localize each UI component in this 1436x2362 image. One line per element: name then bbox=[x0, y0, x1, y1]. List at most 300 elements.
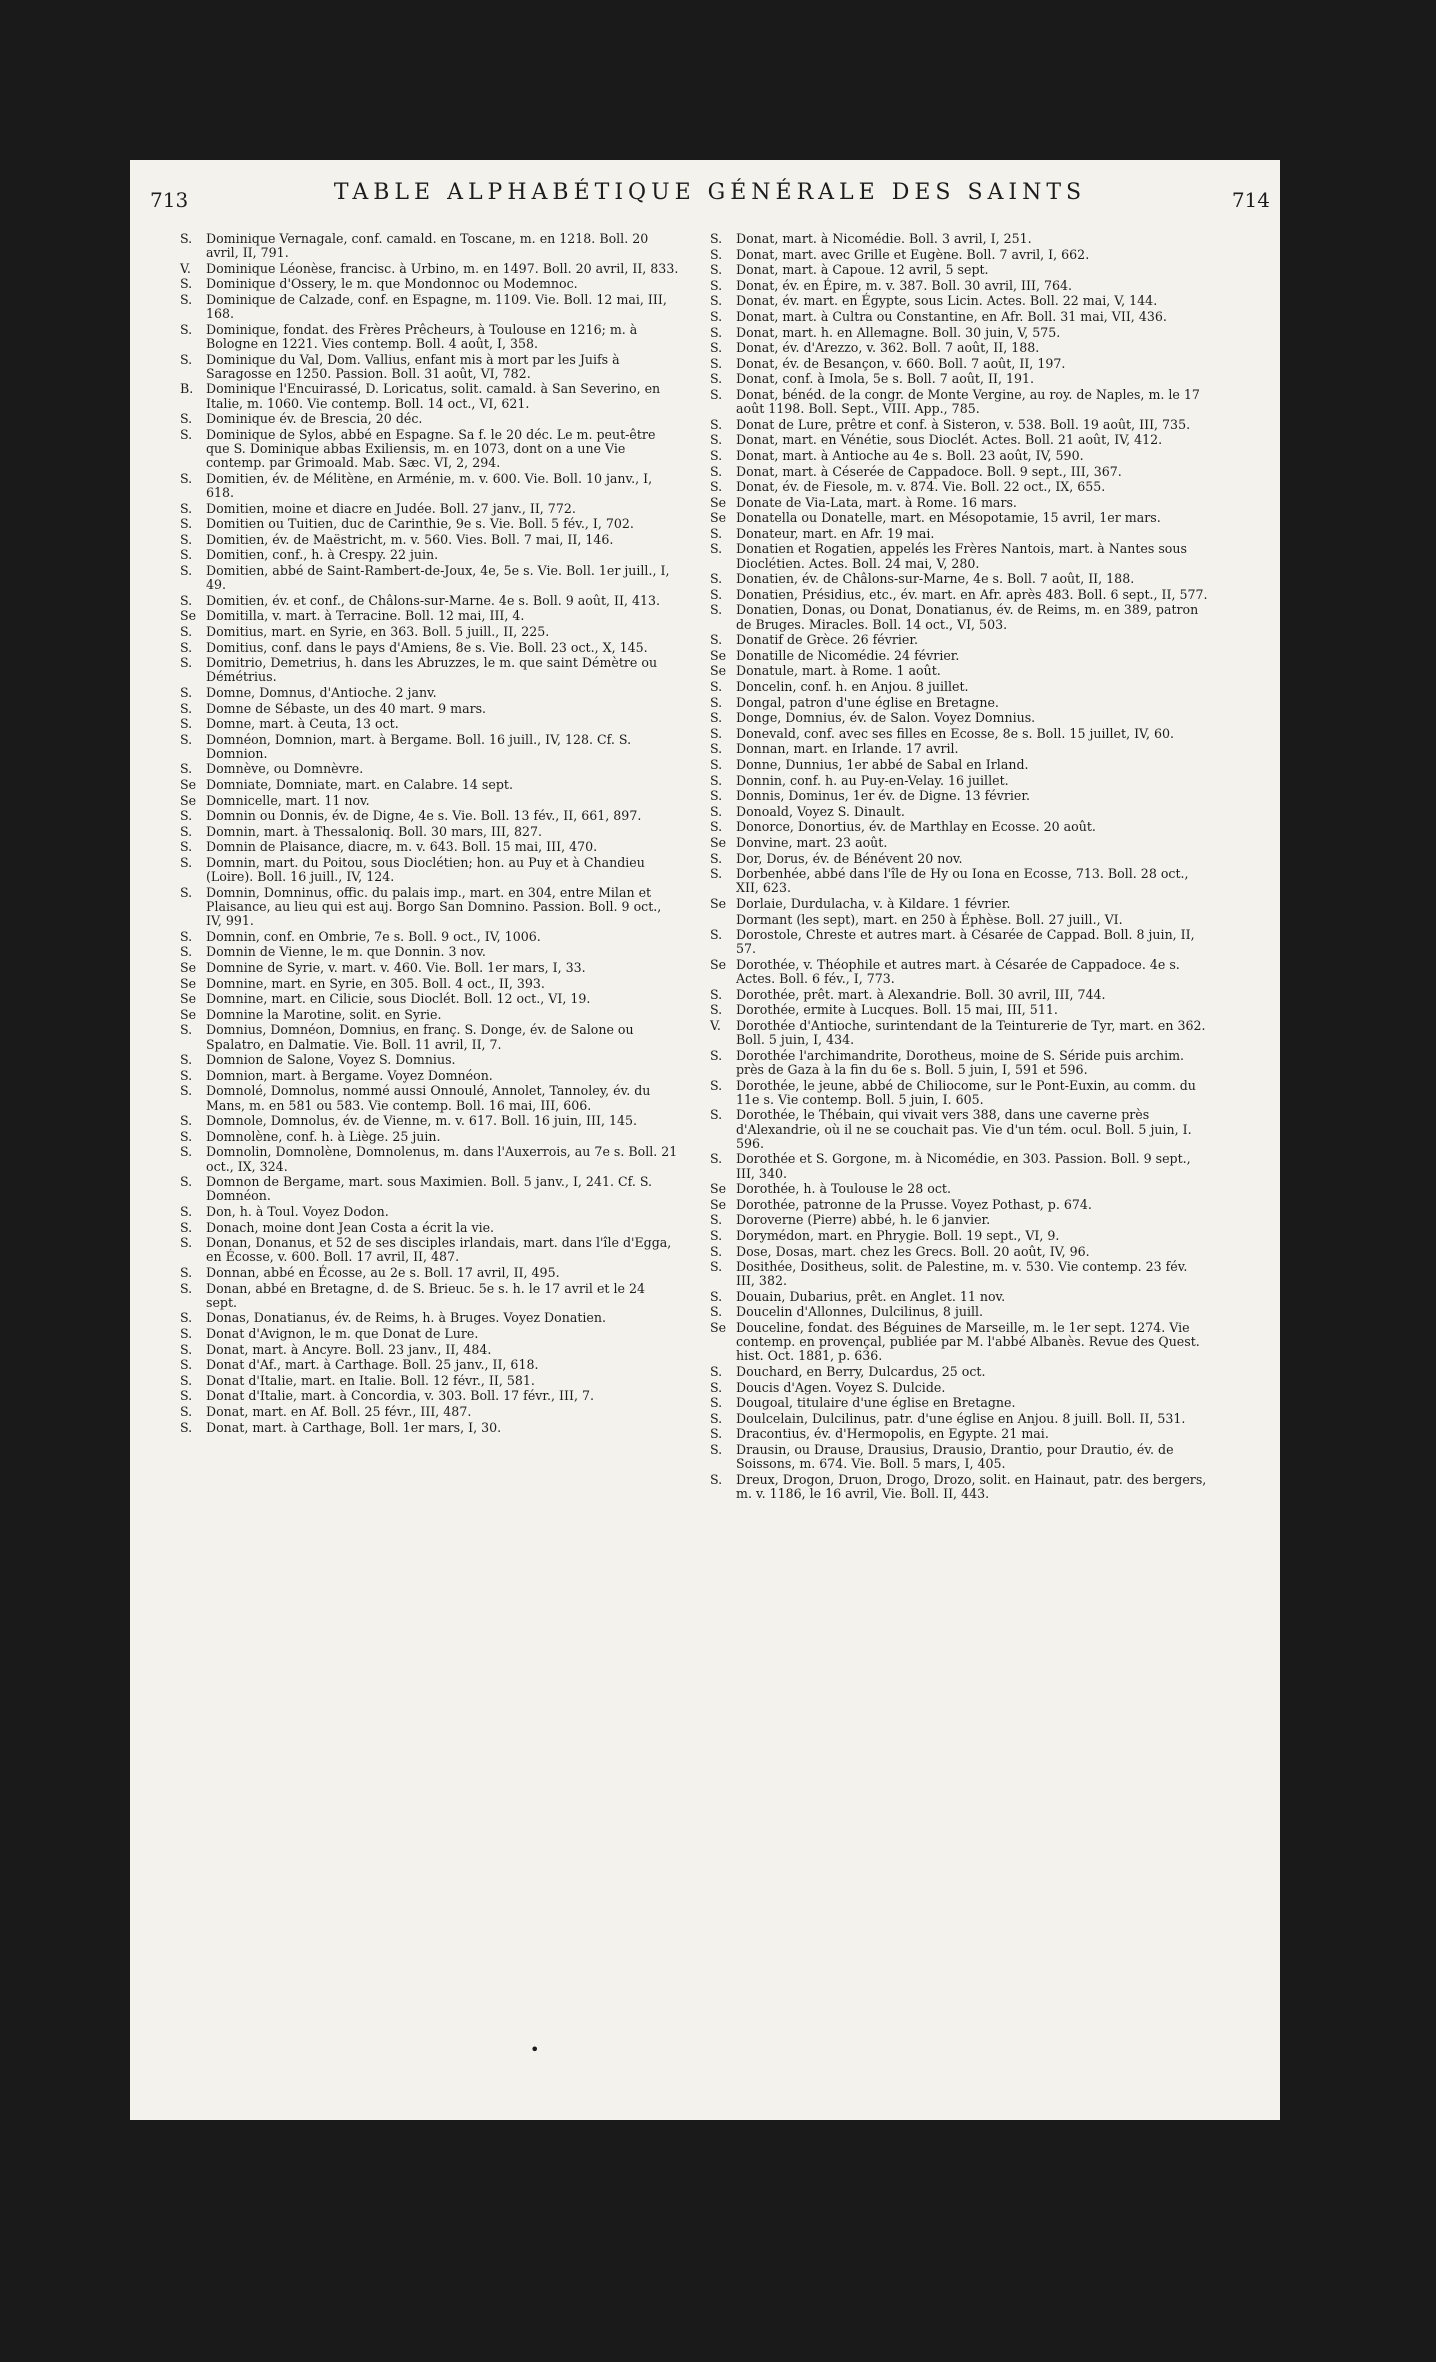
entry-text: Domitien, conf., h. à Crespy. 22 juin. bbox=[206, 547, 439, 563]
entry-status: S. bbox=[710, 803, 723, 819]
entry-text: Donvine, mart. 23 août. bbox=[736, 834, 888, 850]
entry-status: S. bbox=[180, 500, 193, 516]
entry-text: Domnin, Domninus, offic. du palais imp., mart. en 304, entre Milan et Plaisance, au lieu qui est auj. Borgo San Domnino. Passion. Boll. 9 oct., IV, 991. bbox=[206, 884, 662, 929]
index-entry bbox=[710, 326, 1210, 340]
index-entry bbox=[180, 1405, 680, 1419]
index-entry bbox=[710, 511, 1210, 525]
entry-text: Donatien, Présidius, etc., év. mart. en Afr. après 483. Boll. 6 sept., II, 577. bbox=[736, 586, 1208, 602]
entry-status: S. bbox=[180, 547, 193, 563]
entry-status: S. bbox=[180, 731, 193, 747]
entry-text: Donat d'Italie, mart. à Concordia, v. 303. Boll. 17 févr., III, 7. bbox=[206, 1388, 595, 1404]
index-entry bbox=[180, 778, 680, 792]
index-entry bbox=[710, 480, 1210, 494]
entry-status: S. bbox=[710, 1227, 723, 1243]
entry-text: Donat d'Italie, mart. en Italie. Boll. 12 févr., II, 581. bbox=[206, 1372, 535, 1388]
entry-text: Donorce, Donortius, év. de Marthlay en Ecosse. 20 août. bbox=[736, 819, 1096, 835]
entry-status: S. bbox=[710, 1379, 723, 1395]
entry-text: Domitius, mart. en Syrie, en 363. Boll. 5 juill., II, 225. bbox=[206, 623, 550, 639]
index-entry bbox=[710, 852, 1210, 866]
entry-status: S. bbox=[180, 1310, 193, 1326]
entry-text: Domitien, moine et diacre en Judée. Boll. 27 janv., II, 772. bbox=[206, 500, 576, 516]
entry-text: Domitrio, Demetrius, h. dans les Abruzzes, le m. que saint Démètre ou Démétrius. bbox=[206, 655, 658, 685]
entry-text: Donat, év. d'Arezzo, v. 362. Boll. 7 août, II, 188. bbox=[736, 340, 1040, 356]
entry-text: Domnicelle, mart. 11 nov. bbox=[206, 792, 370, 808]
index-entry bbox=[180, 1069, 680, 1083]
index-entry bbox=[180, 840, 680, 854]
entry-text: Donne, Dunnius, 1er abbé de Sabal en Irland. bbox=[736, 757, 1029, 773]
entry-status: S. bbox=[710, 1395, 723, 1411]
entry-text: Domniate, Domniate, mart. en Calabre. 14 sept. bbox=[206, 777, 513, 793]
index-entry bbox=[710, 603, 1210, 631]
entry-status: S. bbox=[180, 884, 193, 900]
entry-status: S. bbox=[710, 1077, 723, 1093]
page-title: TABLE ALPHABÉTIQUE GÉNÉRALE DES SAINTS bbox=[333, 180, 1087, 205]
index-entry bbox=[710, 1427, 1210, 1441]
index-entry bbox=[180, 1327, 680, 1341]
entry-status: S. bbox=[710, 541, 723, 557]
index-entry bbox=[710, 496, 1210, 510]
entry-status: Se bbox=[180, 777, 197, 793]
index-entry bbox=[710, 418, 1210, 432]
entry-text: Donat, mart. en Af. Boll. 25 févr., III, 487. bbox=[206, 1403, 472, 1419]
entry-text: Donas, Donatianus, év. de Reims, h. à Bruges. Voyez Donatien. bbox=[206, 1310, 607, 1326]
index-entry bbox=[180, 1145, 680, 1173]
entry-status: S. bbox=[710, 679, 723, 695]
index-entry bbox=[180, 1282, 680, 1310]
entry-status: S. bbox=[180, 823, 193, 839]
index-entry bbox=[180, 232, 680, 260]
entry-status: S. bbox=[180, 1357, 193, 1373]
entry-text: Domnolène, conf. h. à Liège. 25 juin. bbox=[206, 1128, 441, 1144]
entry-text: Donge, Domnius, év. de Salon. Voyez Domnius. bbox=[736, 710, 1036, 726]
entry-status: S. bbox=[710, 1364, 723, 1380]
entry-status: S. bbox=[710, 1471, 723, 1487]
entry-text: Domnius, Domnéon, Domnius, en franç. S. Donge, év. de Salone ou Spalatro, en Dalmatie. Vie. Boll. 11 avril, II, 7. bbox=[206, 1022, 634, 1052]
index-entry bbox=[710, 449, 1210, 463]
entry-text: Dominique l'Encuirassé, D. Loricatus, solit. camald. à San Severino, en Italie, m. 1060. Vie contemp. Boll. 14 oct., VI, 621. bbox=[206, 381, 661, 411]
index-entry bbox=[180, 353, 680, 381]
entry-status: Se bbox=[710, 895, 727, 911]
index-entry bbox=[180, 625, 680, 639]
index-entry bbox=[180, 856, 680, 884]
index-entry bbox=[180, 472, 680, 500]
entry-status: S. bbox=[180, 321, 193, 337]
entry-status: S. bbox=[180, 944, 193, 960]
entry-status: S. bbox=[710, 788, 723, 804]
index-entry bbox=[710, 680, 1210, 694]
entry-text: Donevald, conf. avec ses filles en Ecosse, 8e s. Boll. 15 juillet, IV, 60. bbox=[736, 725, 1174, 741]
entry-text: Donat, mart. en Vénétie, sous Dioclét. Actes. Boll. 21 août, IV, 412. bbox=[736, 432, 1163, 448]
index-entry bbox=[180, 886, 680, 929]
index-entry bbox=[710, 1019, 1210, 1047]
index-entry bbox=[180, 1343, 680, 1357]
entry-text: Donatille de Nicomédie. 24 février. bbox=[736, 647, 960, 663]
index-entry bbox=[710, 572, 1210, 586]
index-entry bbox=[710, 958, 1210, 986]
index-entry bbox=[710, 1079, 1210, 1107]
index-entry bbox=[710, 1443, 1210, 1471]
index-entry bbox=[180, 428, 680, 471]
index-entry bbox=[180, 533, 680, 547]
index-entry bbox=[710, 758, 1210, 772]
entry-status: S. bbox=[710, 1212, 723, 1228]
entry-text: Donat, mart. à Ancyre. Boll. 23 janv., II, 484. bbox=[206, 1341, 492, 1357]
entry-text: Don, h. à Toul. Voyez Dodon. bbox=[206, 1203, 389, 1219]
entry-text: Donat, év. en Épire, m. v. 387. Boll. 30 avril, III, 764. bbox=[736, 277, 1072, 293]
entry-status: S. bbox=[180, 426, 193, 442]
entry-text: Dougoal, titulaire d'une église en Bretagne. bbox=[736, 1395, 1016, 1411]
index-entry bbox=[710, 988, 1210, 1002]
entry-status: S. bbox=[180, 839, 193, 855]
entry-status bbox=[710, 913, 736, 927]
entry-text: Donat, év. mart. en Égypte, sous Licin. Actes. Boll. 22 mai, V, 144. bbox=[736, 293, 1158, 309]
entry-text: Domnin, conf. en Ombrie, 7e s. Boll. 9 oct., IV, 1006. bbox=[206, 928, 541, 944]
entry-text: Doucelin d'Allonnes, Dulcilinus, 8 juill. bbox=[736, 1304, 984, 1320]
entry-status: S. bbox=[710, 694, 723, 710]
entry-status: S. bbox=[180, 592, 193, 608]
entry-text: Dormant (les sept), mart. en 250 à Éphèse. Boll. 27 juill., VI. bbox=[736, 911, 1123, 927]
entry-status: S. bbox=[180, 1219, 193, 1235]
index-entry bbox=[710, 1321, 1210, 1364]
index-entry bbox=[180, 825, 680, 839]
entry-text: Domnine la Marotine, solit. en Syrie. bbox=[206, 1006, 442, 1022]
index-entry bbox=[710, 1229, 1210, 1243]
entry-status: S. bbox=[180, 808, 193, 824]
index-entry bbox=[710, 372, 1210, 386]
entry-status: S. bbox=[710, 725, 723, 741]
entry-text: Domitilla, v. mart. à Terracine. Boll. 12 mai, III, 4. bbox=[206, 608, 525, 624]
entry-status: S. bbox=[710, 277, 723, 293]
index-entry bbox=[180, 277, 680, 291]
entry-text: Donat, mart. à Capoue. 12 avril, 5 sept. bbox=[736, 262, 989, 278]
entry-status: S. bbox=[710, 371, 723, 387]
entry-text: Domne, mart. à Ceuta, 13 oct. bbox=[206, 716, 399, 732]
entry-status: S. bbox=[710, 1426, 723, 1442]
entry-status: S. bbox=[180, 1264, 193, 1280]
entry-text: Dorothée l'archimandrite, Dorotheus, moine de S. Séride puis archim. près de Gaza à la fin du 6e s. Boll. 5 juin, I, 591 et 596. bbox=[736, 1047, 1185, 1077]
entry-text: Domnine de Syrie, v. mart. v. 460. Vie. Boll. 1er mars, I, 33. bbox=[206, 960, 586, 976]
entry-status: S. bbox=[710, 231, 723, 246]
entry-text: Donnan, abbé en Écosse, au 2e s. Boll. 17 avril, II, 495. bbox=[206, 1264, 560, 1280]
entry-status: S. bbox=[710, 1151, 723, 1167]
entry-text: Donan, abbé en Bretagne, d. de S. Brieuc. 5e s. h. le 17 avril et le 24 sept. bbox=[206, 1280, 645, 1310]
entry-text: Dominique Vernagale, conf. camald. en Toscane, m. en 1218. Boll. 20 avril, II, 791. bbox=[206, 231, 649, 261]
entry-text: Dorymédon, mart. en Phrygie. Boll. 19 sept., VI, 9. bbox=[736, 1227, 1060, 1243]
entry-text: Donat, mart. à Nicomédie. Boll. 3 avril, I, 251. bbox=[736, 231, 1032, 246]
entry-text: Doucis d'Agen. Voyez S. Dulcide. bbox=[736, 1379, 946, 1395]
entry-text: Donate de Via-Lata, mart. à Rome. 16 mars. bbox=[736, 494, 1017, 510]
left-column bbox=[180, 232, 680, 1436]
entry-status: Se bbox=[710, 1320, 727, 1336]
entry-status: Se bbox=[180, 1006, 197, 1022]
index-entry bbox=[710, 633, 1210, 647]
entry-text: Douceline, fondat. des Béguines de Marseille, m. le 1er sept. 1274. Vie contemp. en provençal, publiée par M. l'abbé Albanès. Revue des Quest. hist. Oct. 1881, p. 636. bbox=[736, 1320, 1200, 1364]
entry-text: Domne, Domnus, d'Antioche. 2 janv. bbox=[206, 684, 437, 700]
index-entry bbox=[710, 341, 1210, 355]
index-entry bbox=[180, 1008, 680, 1022]
index-entry bbox=[710, 805, 1210, 819]
entry-status: S. bbox=[180, 1052, 193, 1068]
entry-text: Donat, mart. à Carthage, Boll. 1er mars, I, 30. bbox=[206, 1419, 502, 1435]
index-entry bbox=[710, 774, 1210, 788]
entry-text: Donat, bénéd. de la congr. de Monte Vergine, au roy. de Naples, m. le 17 août 1198. Boll. Sept., VIII. App., 785. bbox=[736, 386, 1200, 417]
entry-status: Se bbox=[710, 510, 727, 526]
index-entry bbox=[180, 1311, 680, 1325]
index-entry bbox=[710, 867, 1210, 895]
entry-text: Donat, mart. h. en Allemagne. Boll. 30 juin, V, 575. bbox=[736, 324, 1061, 340]
index-entry bbox=[180, 1084, 680, 1112]
index-entry bbox=[180, 1053, 680, 1067]
entry-status: Se bbox=[180, 991, 197, 1007]
entry-status: Se bbox=[710, 647, 727, 663]
entry-text: Donat de Lure, prêtre et conf. à Sisteron, v. 538. Boll. 19 août, III, 735. bbox=[736, 416, 1191, 432]
index-entry bbox=[710, 1245, 1210, 1259]
index-entry bbox=[710, 836, 1210, 850]
entry-status: S. bbox=[710, 340, 723, 356]
entry-text: Domnon de Bergame, mart. sous Maximien. Boll. 5 janv., I, 241. Cf. S. Domnéon. bbox=[206, 1174, 653, 1204]
entry-status: S. bbox=[180, 639, 193, 655]
entry-status: S. bbox=[180, 655, 193, 671]
entry-text: Domitien, abbé de Saint-Rambert-de-Joux, 4e, 5e s. Vie. Boll. 1er juill., I, 49. bbox=[206, 562, 670, 593]
index-entry bbox=[710, 820, 1210, 834]
entry-status: S. bbox=[710, 416, 723, 432]
entry-text: Domnole, Domnolus, év. de Vienne, m. v. 617. Boll. 16 juin, III, 145. bbox=[206, 1113, 638, 1129]
entry-text: Donatif de Grèce. 26 février. bbox=[736, 632, 919, 648]
entry-text: Domnin, mart. du Poitou, sous Dioclétien; hon. au Puy et à Chandieu (Loire). Boll. 16 juill., IV, 124. bbox=[206, 855, 645, 885]
index-entry bbox=[180, 564, 680, 592]
entry-text: Domnin ou Donnis, év. de Digne, 4e s. Vie. Boll. 13 fév., II, 661, 897. bbox=[206, 808, 642, 824]
entry-status: S. bbox=[180, 470, 193, 486]
entry-text: Doulcelain, Dulcilinus, patr. d'une église en Anjou. 8 juill. Boll. II, 531. bbox=[736, 1410, 1186, 1426]
entry-status: S. bbox=[180, 531, 193, 547]
index-entry bbox=[710, 696, 1210, 710]
entry-text: Donat, mart. avec Grille et Eugène. Boll. 7 avril, I, 662. bbox=[736, 246, 1090, 262]
entry-text: Domnève, ou Domnèvre. bbox=[206, 761, 364, 777]
index-entry bbox=[710, 913, 1210, 927]
index-entry bbox=[710, 727, 1210, 741]
entry-text: Donnin, conf. h. au Puy-en-Velay. 16 juillet. bbox=[736, 772, 1009, 788]
index-entry bbox=[710, 294, 1210, 308]
entry-status: S. bbox=[180, 351, 193, 367]
entry-status: S. bbox=[710, 632, 723, 648]
entry-text: Donnan, mart. en Irlande. 17 avril. bbox=[736, 741, 959, 757]
index-entry bbox=[180, 641, 680, 655]
entry-text: Dorothée, le jeune, abbé de Chiliocome, sur le Pont-Euxin, au comm. du 11e s. Vie contemp. Boll. 5 juin, I. 605. bbox=[736, 1077, 1196, 1107]
entry-status: S. bbox=[710, 586, 723, 602]
entry-text: Domnine, mart. en Cilicie, sous Dioclét. Boll. 12 oct., VI, 19. bbox=[206, 991, 591, 1007]
index-entry bbox=[710, 742, 1210, 756]
index-entry bbox=[180, 502, 680, 516]
index-entry bbox=[710, 433, 1210, 447]
index-entry bbox=[180, 656, 680, 684]
entry-text: Domnin, mart. à Thessaloniq. Boll. 30 mars, III, 827. bbox=[206, 823, 542, 839]
index-entry bbox=[710, 1049, 1210, 1077]
index-entry bbox=[180, 809, 680, 823]
entry-status: S. bbox=[180, 291, 193, 307]
entry-text: Donat, év. de Fiesole, m. v. 874. Vie. Boll. 22 oct., IX, 655. bbox=[736, 479, 1106, 495]
entry-status: S. bbox=[710, 741, 723, 757]
index-entry bbox=[710, 1396, 1210, 1410]
entry-status: S. bbox=[710, 479, 723, 495]
entry-status: S. bbox=[710, 525, 723, 541]
entry-status: S. bbox=[180, 1388, 193, 1404]
entry-text: Donach, moine dont Jean Costa a écrit la vie. bbox=[206, 1219, 495, 1235]
entry-text: Dorothée et S. Gorgone, m. à Nicomédie, en 303. Passion. Boll. 9 sept., III, 340. bbox=[736, 1151, 1191, 1181]
entry-status: S. bbox=[710, 602, 723, 618]
entry-text: Domnion de Salone, Voyez S. Domnius. bbox=[206, 1052, 456, 1068]
entry-status: S. bbox=[710, 308, 723, 324]
entry-status: S. bbox=[710, 986, 723, 1002]
entry-status: S. bbox=[180, 1341, 193, 1357]
entry-status: S. bbox=[710, 757, 723, 773]
entry-status: S. bbox=[710, 1442, 723, 1458]
entry-status: S. bbox=[710, 1304, 723, 1320]
entry-text: Donatien et Rogatien, appelés les Frères Nantois, mart. à Nantes sous Dioclétien. Actes. Boll. 24 mai, V, 280. bbox=[736, 541, 1187, 571]
entry-status: S. bbox=[180, 1235, 193, 1251]
index-entry bbox=[180, 548, 680, 562]
entry-status: S. bbox=[180, 1203, 193, 1219]
entry-text: Dorothée, v. Théophile et autres mart. à Césarée de Cappadoce. 4e s. Actes. Boll. 6 fév., I, 773. bbox=[736, 956, 1180, 987]
entry-text: Dorothée, le Thébain, qui vivait vers 388, dans une caverne près d'Alexandrie, où il ne se couchait pas. Vie d'un tém. ocul. Boll. 5 juin, I. 596. bbox=[736, 1107, 1192, 1151]
entry-status: S. bbox=[180, 1419, 193, 1435]
index-entry bbox=[180, 262, 680, 276]
entry-text: Doncelin, conf. h. en Anjou. 8 juillet. bbox=[736, 679, 969, 695]
entry-status: Se bbox=[710, 663, 727, 679]
entry-status: S. bbox=[180, 700, 193, 716]
entry-status: Se bbox=[710, 956, 727, 972]
entry-status: S. bbox=[710, 1410, 723, 1426]
entry-status: S. bbox=[180, 623, 193, 639]
entry-status: S. bbox=[710, 246, 723, 262]
index-entry bbox=[710, 1381, 1210, 1395]
entry-text: Domnin de Vienne, le m. que Donnin. 3 nov. bbox=[206, 944, 486, 960]
entry-text: Donnis, Dominus, 1er év. de Digne. 13 février. bbox=[736, 788, 1030, 804]
entry-status: S. bbox=[180, 1144, 193, 1160]
index-entry bbox=[180, 945, 680, 959]
entry-status: S. bbox=[180, 1325, 193, 1341]
entry-text: Dominique de Calzade, conf. en Espagne, m. 1109. Vie. Boll. 12 mai, III, 168. bbox=[206, 291, 667, 322]
entry-status: S. bbox=[180, 411, 193, 427]
index-entry bbox=[710, 1412, 1210, 1426]
entry-status: S. bbox=[180, 855, 193, 871]
entry-text: Domitien, év. de Mélitène, en Arménie, m. v. 600. Vie. Boll. 10 janv., I, 618. bbox=[206, 470, 653, 500]
entry-text: Donat, mart. à Cultra ou Constantine, en Afr. Boll. 31 mai, VII, 436. bbox=[736, 308, 1167, 324]
entry-status: B. bbox=[180, 381, 194, 397]
page-number-right: 714 bbox=[1231, 188, 1270, 212]
index-entry bbox=[180, 1389, 680, 1403]
entry-status: S. bbox=[710, 1243, 723, 1259]
entry-status: S. bbox=[180, 761, 193, 777]
entry-text: Domitien ou Tuitien, duc de Carinthie, 9e s. Vie. Boll. 5 fév., I, 702. bbox=[206, 516, 634, 532]
index-entry bbox=[710, 465, 1210, 479]
entry-status: S. bbox=[710, 1107, 723, 1123]
index-entry bbox=[710, 1260, 1210, 1288]
index-entry bbox=[180, 1205, 680, 1219]
entry-status: V. bbox=[710, 1017, 721, 1033]
index-entry bbox=[180, 1221, 680, 1235]
entry-text: Donatule, mart. à Rome. 1 août. bbox=[736, 663, 941, 679]
index-entry bbox=[710, 1108, 1210, 1151]
entry-status: S. bbox=[710, 1002, 723, 1018]
index-entry bbox=[710, 588, 1210, 602]
entry-text: Donan, Donanus, et 52 de ses disciples irlandais, mart. dans l'île d'Egga, en Écosse, v. 600. Boll. 17 avril, II, 487. bbox=[206, 1235, 672, 1265]
entry-status: S. bbox=[710, 1288, 723, 1304]
entry-text: Donat, conf. à Imola, 5e s. Boll. 7 août, II, 191. bbox=[736, 371, 1035, 387]
entry-status: S. bbox=[180, 1083, 193, 1099]
entry-status: S. bbox=[710, 772, 723, 788]
entry-text: Dominique d'Ossery, le m. que Mondonnoc ou Modemnoc. bbox=[206, 276, 578, 292]
page-header bbox=[150, 180, 1270, 210]
entry-status: S. bbox=[710, 710, 723, 726]
entry-text: Domitien, év. de Maëstricht, m. v. 560. Vies. Boll. 7 mai, II, 146. bbox=[206, 531, 614, 547]
entry-text: Domnin de Plaisance, diacre, m. v. 643. Boll. 15 mai, III, 470. bbox=[206, 839, 598, 855]
entry-status: S. bbox=[710, 386, 723, 402]
entry-status: S. bbox=[180, 1067, 193, 1083]
index-entry bbox=[710, 664, 1210, 678]
entry-text: Domnolé, Domnolus, nommé aussi Onnoulé, Annolet, Tannoley, év. du Mans, m. en 581 ou 583. Vie contemp. Boll. 16 mai, III, 606. bbox=[206, 1083, 651, 1113]
entry-text: Dominique, fondat. des Frères Prêcheurs, à Toulouse en 1216; m. à Bologne en 1221. Vies contemp. Boll. 4 août, I, 358. bbox=[206, 321, 638, 351]
entry-status: S. bbox=[180, 276, 193, 292]
index-entry bbox=[180, 992, 680, 1006]
entry-text: Domnéon, Domnion, mart. à Bergame. Boll. 16 juill., IV, 128. Cf. S. Domnion. bbox=[206, 731, 632, 761]
entry-status: S. bbox=[710, 447, 723, 463]
index-entry bbox=[180, 1023, 680, 1051]
entry-text: Dose, Dosas, mart. chez les Grecs. Boll. 20 août, IV, 96. bbox=[736, 1243, 1090, 1259]
entry-text: Dominique du Val, Dom. Vallius, enfant mis à mort par les Juifs à Saragosse en 1250. Passion. Boll. 31 août, VI, 782. bbox=[206, 351, 620, 381]
right-column bbox=[710, 232, 1210, 1503]
entry-status: S. bbox=[180, 928, 193, 944]
entry-text: Dracontius, év. d'Hermopolis, en Egypte. 21 mai. bbox=[736, 1426, 1049, 1442]
book-page bbox=[130, 160, 1280, 2120]
index-entry bbox=[180, 794, 680, 808]
index-entry bbox=[710, 232, 1210, 246]
index-entry bbox=[710, 263, 1210, 277]
entry-status: S. bbox=[180, 1022, 193, 1038]
entry-status: S. bbox=[180, 1174, 193, 1190]
index-entry bbox=[180, 517, 680, 531]
entry-status: Se bbox=[710, 1196, 727, 1212]
entry-text: Douchard, en Berry, Dulcardus, 25 oct. bbox=[736, 1364, 986, 1380]
entry-text: Donat, mart. à Antioche au 4e s. Boll. 23 août, IV, 590. bbox=[736, 447, 1084, 463]
entry-text: Domne de Sébaste, un des 40 mart. 9 mars. bbox=[206, 700, 487, 716]
entry-text: Dorothée d'Antioche, surintendant de la Teinturerie de Tyr, mart. en 362. Boll. 5 juin, I, 434. bbox=[736, 1017, 1206, 1048]
index-entry bbox=[710, 1213, 1210, 1227]
entry-text: Donat, év. de Besançon, v. 660. Boll. 7 août, II, 197. bbox=[736, 355, 1066, 371]
entry-status: S. bbox=[710, 571, 723, 587]
index-entry bbox=[180, 961, 680, 975]
entry-text: Donatien, év. de Châlons-sur-Marne, 4e s. Boll. 7 août, II, 188. bbox=[736, 571, 1135, 587]
index-entry bbox=[180, 1421, 680, 1435]
index-entry bbox=[710, 1473, 1210, 1501]
index-entry bbox=[710, 649, 1210, 663]
index-entry bbox=[180, 1374, 680, 1388]
entry-status: S. bbox=[710, 850, 723, 866]
index-entry bbox=[180, 1130, 680, 1144]
entry-status: S. bbox=[710, 819, 723, 835]
index-entry bbox=[180, 382, 680, 410]
entry-text: Donat d'Af., mart. à Carthage. Boll. 25 janv., II, 618. bbox=[206, 1357, 539, 1373]
entry-status: Se bbox=[710, 494, 727, 510]
index-entry bbox=[710, 1003, 1210, 1017]
index-entry bbox=[710, 1152, 1210, 1180]
index-entry bbox=[710, 388, 1210, 416]
entry-text: Dominique Léonèse, francisc. à Urbino, m. en 1497. Boll. 20 avril, II, 833. bbox=[206, 260, 679, 276]
entry-status: S. bbox=[180, 1128, 193, 1144]
entry-status: Se bbox=[180, 960, 197, 976]
index-entry bbox=[710, 1198, 1210, 1212]
entry-status: S. bbox=[710, 1047, 723, 1063]
entry-status: S. bbox=[180, 516, 193, 532]
